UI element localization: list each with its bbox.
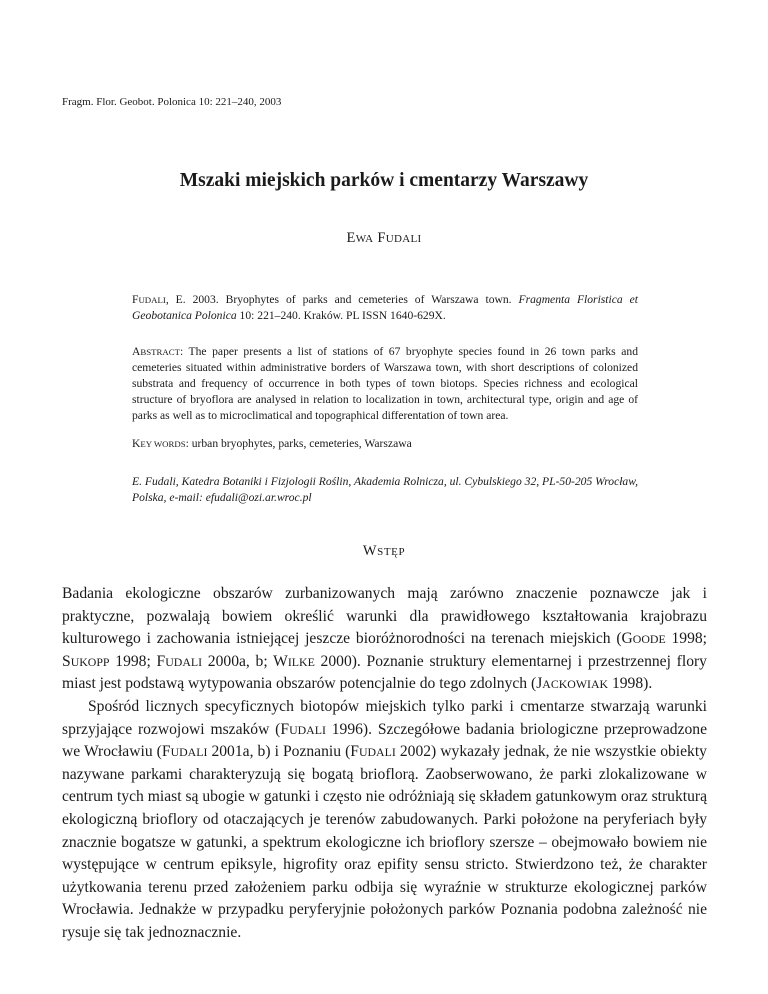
paragraph: Badania ekologiczne obszarów zurbanizowanych mają zarówno znaczenie poznawcze jak i praktyczne, pozwalają bowiem określić warunki dla prawidłowego kształtowania krajobrazu kulturowego i zachowania istniejącej jeszcze bioróżnorodności na terenach miejskich (GOODE 1998; SUKOPP 1998; FUDALI 2000a, b; WILKE 2000). Poznanie struktury elementarnej i przestrzennej flory miast jest podstawą wytypowania obszarów potencjalnie do tego zdolnych (JACKOWIAK 1998). [62,585,708,693]
abstract: ABSTRACT: The paper presents a list of stations of 67 bryophyte species found in 26 town parks and cemeteries situated within administrative borders of Warszawa town, with short descriptions of colonized substrata and frequency of occurrence in both types of town biotops. Species richness and ecological structure of bryoflora are analysed in relation to localization in town, architectural type, origin and age of parks as well as to microclimatical and topographical differentation of town area. [132,345,638,423]
journal-name: Fragmenta Floristica et Geobotanica Polonica [132,293,638,323]
section-heading: WSTĘP [362,543,406,559]
keywords: KEY WORDS: urban bryophytes, parks, cemeteries, Warszawa [132,437,412,450]
body-text [62,583,707,945]
author-affiliation: E. Fudali, Katedra Botaniki i Fizjologii Roślin, Akademia Rolnicza, ul. Cybulskiego 32, PL-50-205 Wrocław, Polska, e-mail: efudali@ozi.ar.wroc.pl [132,475,639,505]
running-head: Fragm. Flor. Geobot. Polonica 10: 221–240, 2003 [62,96,282,108]
article-title: Mszaki miejskich parków i cmentarzy Warszawy [179,170,589,191]
paragraph: Spośród licznych specyficznych biotopów miejskich tylko parki i cmentarze stwarzają warunki sprzyjające rozwojowi mszaków (FUDALI 1996). Szczegółowe badania briologiczne przeprowadzone we Wrocławiu (FUDALI 2001a, b) i Poznaniu (FUDALI 2002) wykazały jednak, że nie wszystkie obiekty nazywane parkami charakteryzują się bogatą brioflorą. Zaobserwowano, że parki zlokalizowane w centrum tych miast są ubogie w gatunki i często nie odróżniają się składem gatunkowym oraz strukturą ekologiczną brioflory od otaczających je terenów zabudowanych. Parki położone na peryferiach były znacznie bogatsze w gatunki, a spektrum ekologiczne ich brioflory szersze – obejmowało bowiem nie występujące w centrum epiksyle, higrofity oraz epifity sensu stricto. Stwierdzono też, że charakter użytkowania terenu przed założeniem parku odbija się wyraźnie w strukturze ekologicznej parków Wrocławia. Jednakże w przypadku peryferyjnie położonych parków Poznania podobna zależność nie rysuje się tak jednoznacznie. [62,697,707,941]
author-name: EWA FUDALI [346,230,422,246]
citation: FUDALI, E. 2003. Bryophytes of parks and cemeteries of Warszawa town. Fragmenta Floristica et Geobotanica Polonica 10: 221–240. Kraków. PL ISSN 1640-629X. [132,293,638,323]
